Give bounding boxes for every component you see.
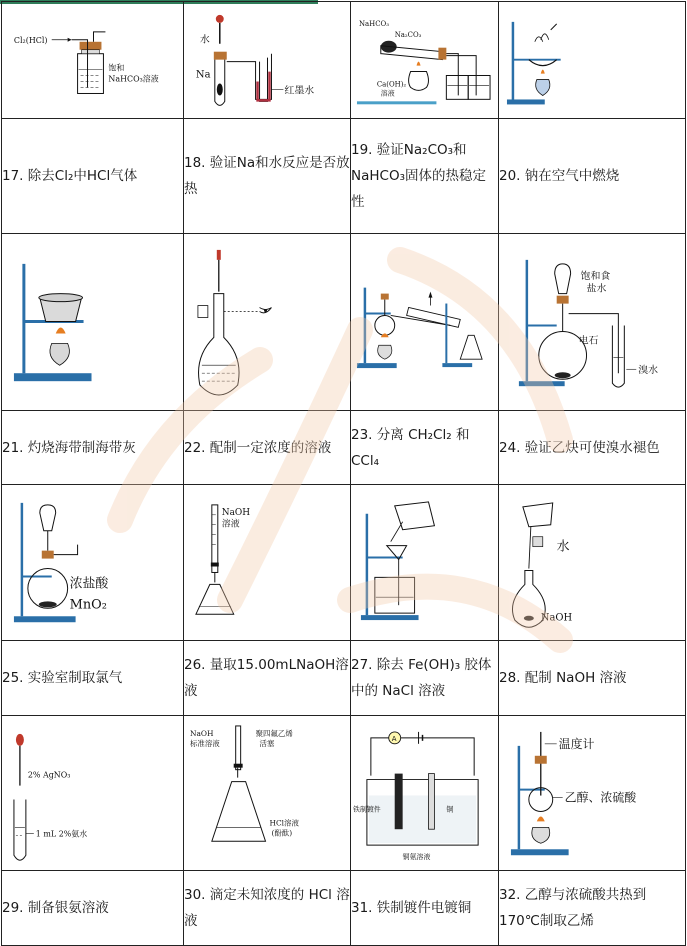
label-nahco3-solution: NaHCO₃溶液 bbox=[108, 74, 159, 84]
label-naoh-solution: 溶液 bbox=[221, 520, 240, 531]
caption-30: 30. 滴定未知浓度的 HCl 溶液 bbox=[184, 870, 351, 945]
label-nahco3: NaHCO₃ bbox=[358, 19, 389, 28]
label-thermometer: 温度计 bbox=[558, 736, 595, 751]
diagram-18-sodium-water bbox=[184, 2, 351, 119]
caption-21: 21. 灼烧海带制海带灰 bbox=[2, 411, 184, 485]
caption-26: 26. 量取15.00mLNaOH溶液 bbox=[184, 640, 351, 715]
diagram-29-silver-ammonia bbox=[2, 715, 184, 870]
label-cl2-hcl: Cl₂(HCl) bbox=[13, 35, 48, 45]
label-brine: 盐水 bbox=[586, 284, 607, 296]
caption-28: 28. 配制 NaOH 溶液 bbox=[499, 640, 686, 715]
label-bromine-water: 溴水 bbox=[638, 365, 659, 377]
label-hcl-solution: HCl溶液 bbox=[269, 817, 299, 827]
label-na: Na bbox=[195, 69, 211, 81]
label-conc-hcl: 浓盐酸 bbox=[69, 576, 109, 592]
diagram-21-crucible-burning bbox=[2, 234, 184, 411]
label-agno3: 2% AgNO₃ bbox=[27, 770, 71, 780]
diagram-26-burette bbox=[184, 485, 351, 640]
label-mno2: MnO₂ bbox=[69, 597, 107, 613]
label-saturated: 饱和 bbox=[108, 63, 125, 73]
diagram-20-sodium-burning bbox=[499, 2, 686, 119]
label-calcium-carbide: 电石 bbox=[578, 335, 599, 347]
diagram-30-titration bbox=[184, 715, 351, 870]
caption-17: 17. 除去Cl₂中HCl气体 bbox=[2, 119, 184, 234]
caption-27: 27. 除去 Fe(OH)₃ 胶体中的 NaCl 溶液 bbox=[351, 640, 499, 715]
diagram-31-electroplating bbox=[351, 715, 499, 870]
caption-23: 23. 分离 CH₂Cl₂ 和 CCl₄ bbox=[351, 411, 499, 485]
label-caoh2: Ca(OH)₂ bbox=[376, 80, 407, 89]
diagram-25-chlorine-prep bbox=[2, 485, 184, 640]
diagram-19-thermal-stability bbox=[351, 2, 499, 119]
diagram-23-distillation bbox=[351, 234, 499, 411]
label-caoh2-solution: 溶液 bbox=[380, 89, 395, 98]
ammeter-symbol: A bbox=[391, 734, 397, 743]
caption-24: 24. 验证乙炔可使溴水褪色 bbox=[499, 411, 686, 485]
experiment-table bbox=[1, 1, 686, 946]
label-water-28: 水 bbox=[556, 540, 570, 556]
diagram-24-acetylene bbox=[499, 234, 686, 411]
diagram-22-volumetric-flask bbox=[184, 234, 351, 411]
diagram-27-filtration bbox=[351, 485, 499, 640]
label-ptfe: 聚四氟乙烯 bbox=[255, 728, 293, 738]
diagram-32-ethylene bbox=[499, 715, 686, 870]
label-copper: 铜 bbox=[446, 805, 454, 814]
label-ethanol-sulfuric: 乙醇、浓硫酸 bbox=[564, 790, 637, 805]
diagram-28-naoh-prep bbox=[499, 485, 686, 640]
caption-31: 31. 铁制镀件电镀铜 bbox=[351, 870, 499, 945]
caption-25: 25. 实验室制取氯气 bbox=[2, 640, 184, 715]
label-water: 水 bbox=[199, 34, 210, 46]
label-phenolphthalein: (酚酞) bbox=[271, 827, 293, 837]
label-red-ink: 红墨水 bbox=[284, 85, 315, 97]
diagram-17-gas-washing-bottle bbox=[2, 2, 184, 119]
label-stopcock: 活塞 bbox=[259, 738, 275, 748]
label-ammonia: 1 mL 2%氨水 bbox=[35, 828, 88, 838]
caption-18: 18. 验证Na和水反应是否放热 bbox=[184, 119, 351, 234]
label-naoh-28: NaOH bbox=[540, 612, 573, 624]
label-saturated-brine: 饱和食 bbox=[580, 271, 611, 283]
caption-20: 20. 钠在空气中燃烧 bbox=[499, 119, 686, 234]
caption-19: 19. 验证Na₂CO₃和NaHCO₃固体的热稳定性 bbox=[351, 119, 499, 234]
caption-32: 32. 乙醇与浓硫酸共热到170℃制取乙烯 bbox=[499, 870, 686, 945]
label-naoh: NaOH bbox=[221, 508, 251, 519]
caption-29: 29. 制备银氨溶液 bbox=[2, 870, 184, 945]
label-naoh-std: NaOH bbox=[189, 728, 214, 738]
caption-22: 22. 配制一定浓度的溶液 bbox=[184, 411, 351, 485]
label-std-solution: 标准溶液 bbox=[189, 738, 220, 748]
label-na2co3: Na₂CO₃ bbox=[394, 30, 422, 39]
label-copper-ammonia: 铜氨溶液 bbox=[402, 852, 431, 861]
label-iron-part: 铁制镀件 bbox=[352, 805, 381, 814]
